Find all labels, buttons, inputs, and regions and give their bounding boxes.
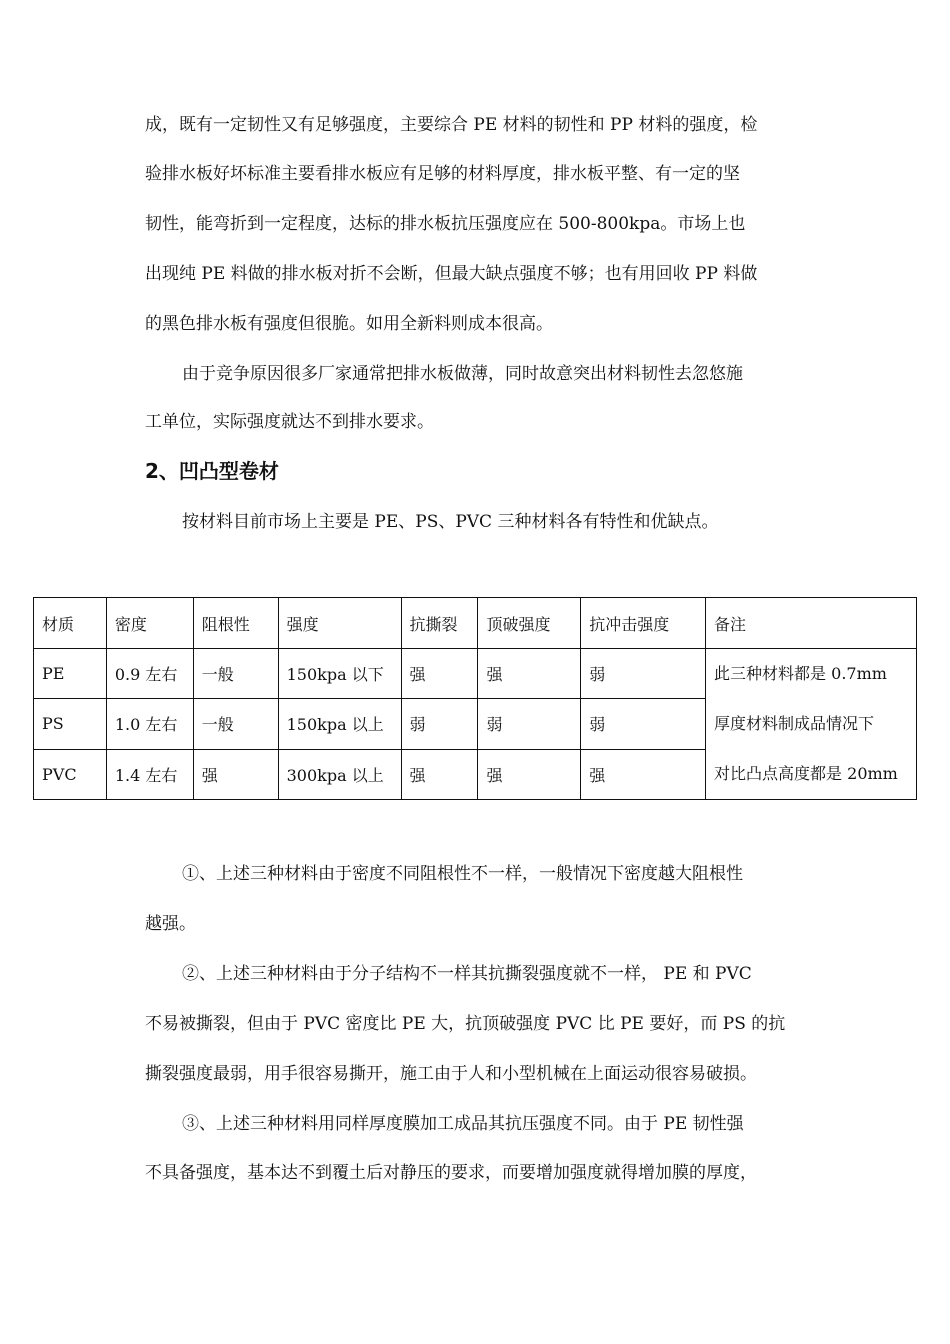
section-heading: 2、凹凸型卷材	[145, 459, 279, 483]
header-cell: 备注	[706, 598, 917, 649]
table-cell: 弱	[581, 699, 706, 749]
header-cell: 顶破强度	[478, 598, 581, 649]
note-line: 对比凸点高度都是 20mm	[714, 764, 898, 783]
header-cell: 材质	[34, 598, 107, 649]
table-cell: 弱	[581, 649, 706, 699]
table-cell: PE	[34, 649, 107, 699]
point-line: 越强。	[145, 914, 196, 934]
table-cell: 150kpa 以上	[278, 699, 401, 749]
header-cell: 密度	[106, 598, 193, 649]
paragraph-line: 韧性，能弯折到一定程度，达标的排水板抗压强度应在 500-800kpa。市场上也	[145, 214, 746, 234]
table-cell: 强	[478, 649, 581, 699]
table-cell: 强	[581, 749, 706, 799]
paragraph-line: 出现纯 PE 料做的排水板对折不会断，但最大缺点强度不够；也有用回收 PP 料做	[145, 264, 758, 284]
note-line: 厚度材料制成品情况下	[714, 714, 875, 733]
point-line: 撕裂强度最弱，用手很容易撕开，施工由于人和小型机械在上面运动很容易破损。	[145, 1064, 757, 1084]
note-cell	[706, 649, 917, 800]
table-cell: 1.4 左右	[106, 749, 193, 799]
table-cell: 强	[193, 749, 278, 799]
point-line: ①、上述三种材料由于密度不同阻根性不一样，一般情况下密度越大阻根性	[182, 864, 743, 884]
table-cell: 一般	[193, 649, 278, 699]
header-cell: 阻根性	[193, 598, 278, 649]
point-line: ②、上述三种材料由于分子结构不一样其抗撕裂强度就不一样， PE 和 PVC	[182, 964, 752, 984]
paragraph-line: 成，既有一定韧性又有足够强度，主要综合 PE 材料的韧性和 PP 材料的强度，检	[145, 115, 758, 135]
materials-table	[33, 597, 917, 800]
table-cell: 弱	[478, 699, 581, 749]
header-cell: 抗撕裂	[401, 598, 478, 649]
paragraph-line: 由于竞争原因很多厂家通常把排水板做薄，同时故意突出材料韧性去忽悠施	[182, 364, 743, 384]
note-line: 此三种材料都是 0.7mm	[714, 664, 887, 683]
table-cell: PS	[34, 699, 107, 749]
table-cell: 150kpa 以下	[278, 649, 401, 699]
table-cell: PVC	[34, 749, 107, 799]
header-cell: 抗冲击强度	[581, 598, 706, 649]
header-cell: 强度	[278, 598, 401, 649]
table-cell: 强	[478, 749, 581, 799]
table-header-row	[34, 598, 917, 649]
table-cell: 300kpa 以上	[278, 749, 401, 799]
intro-line: 按材料目前市场上主要是 PE、PS、PVC 三种材料各有特性和优缺点。	[182, 512, 719, 532]
table-row	[34, 649, 917, 699]
table-cell: 1.0 左右	[106, 699, 193, 749]
point-line: ③、上述三种材料用同样厚度膜加工成品其抗压强度不同。由于 PE 韧性强	[182, 1114, 744, 1134]
table-cell: 0.9 左右	[106, 649, 193, 699]
point-line: 不易被撕裂，但由于 PVC 密度比 PE 大，抗顶破强度 PVC 比 PE 要好，而 PS 的抗	[145, 1014, 786, 1034]
table-cell: 强	[401, 649, 478, 699]
table-cell: 弱	[401, 699, 478, 749]
table-cell: 一般	[193, 699, 278, 749]
point-line: 不具备强度，基本达不到覆土后对静压的要求，而要增加强度就得增加膜的厚度，	[145, 1163, 757, 1183]
paragraph-line: 工单位，实际强度就达不到排水要求。	[145, 412, 434, 432]
paragraph-line: 的黑色排水板有强度但很脆。如用全新料则成本很高。	[145, 314, 553, 334]
paragraph-line: 验排水板好坏标准主要看排水板应有足够的材料厚度，排水板平整、有一定的坚	[145, 164, 740, 184]
table-cell: 强	[401, 749, 478, 799]
